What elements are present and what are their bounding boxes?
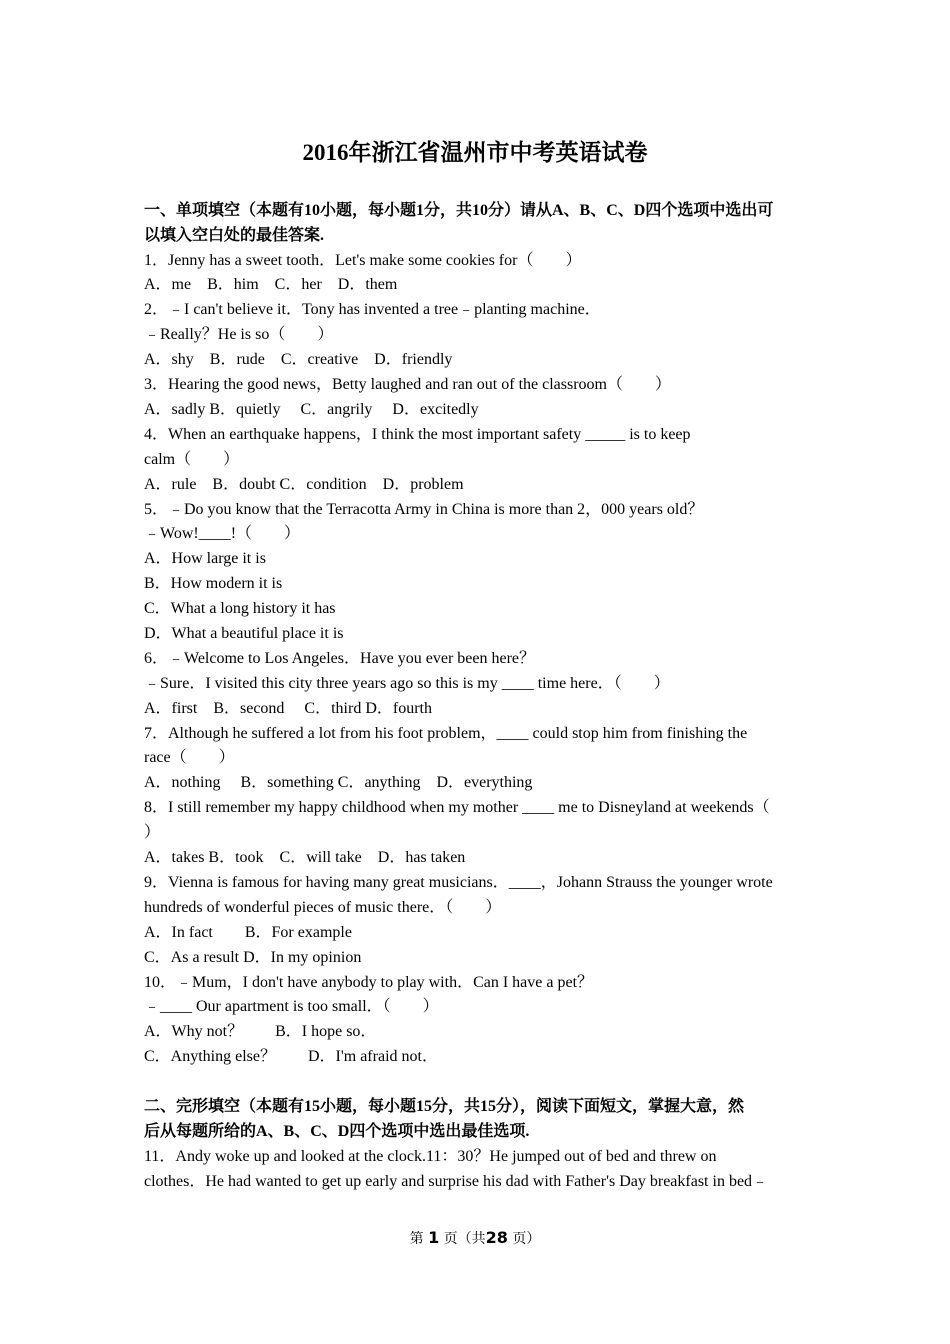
question-line: A．shy B．rude C．creative D．friendly — [144, 351, 453, 368]
question-line: 5．﹣Do you know that the Terracotta Army in China is more than 2，000 years old？ — [144, 501, 704, 518]
question-line: 3．Hearing the good news，Betty laughed and ran out of the classroom（ ） — [144, 376, 672, 393]
page-title: 2016年浙江省温州市中考英语试卷 — [302, 140, 648, 165]
question-line: ﹣____ Our apartment is too small．（ ） — [144, 998, 439, 1015]
question-line: 2．﹣I can't believe it．Tony has invented a tree﹣planting machine． — [144, 301, 601, 318]
question-line: A．rule B．doubt C．condition D．problem — [144, 476, 464, 493]
footer-middle: 页（共 — [443, 1231, 486, 1247]
question-line: hundreds of wonderful pieces of music there．（ ） — [144, 899, 502, 916]
page-total: 28 — [485, 1228, 508, 1247]
question-line: 10．﹣Mum，I don't have anybody to play with．Can I have a pet？ — [144, 974, 594, 991]
section1-heading-line1: 一、单项填空（本题有10小题，每小题1分，共10分）请从A、B、C、D四个选项中选出可 — [144, 202, 774, 219]
question-line: 7．Although he suffered a lot from his foot problem，____ could stop him from finishing the — [144, 725, 748, 742]
footer-prefix: 第 — [409, 1231, 424, 1247]
question-line: A．me B．him C．her D．them — [144, 276, 398, 293]
question-line: B．How modern it is — [144, 575, 283, 592]
question-line: race（ ） — [144, 749, 235, 766]
question-line: 6．﹣Welcome to Los Angeles．Have you ever been here？ — [144, 650, 536, 667]
question-line: A．In fact B．For example — [144, 924, 352, 941]
question-line: ） — [144, 824, 161, 841]
question-line: 4．When an earthquake happens，I think the most important safety _____ is to keep — [144, 426, 691, 443]
question-line: A．first B．second C．third D．fourth — [144, 700, 432, 717]
question-line: C．Anything else？ D．I'm afraid not． — [144, 1048, 438, 1065]
section1-heading-line2: 以填入空白处的最佳答案. — [144, 227, 325, 244]
page-number: 1 — [428, 1228, 440, 1247]
question-line: 9．Vienna is famous for having many great musicians．____，Johann Strauss the younger wrote — [144, 874, 773, 891]
passage-line: clothes．He had wanted to get up early and surprise his dad with Father's Day breakfast in bed﹣ — [144, 1173, 769, 1190]
question-line: 1．Jenny has a sweet tooth．Let's make some cookies for（ ） — [144, 252, 582, 269]
passage-line: 11．Andy woke up and looked at the clock.11：30？He jumped out of bed and threw on — [144, 1148, 717, 1165]
question-line: ﹣Wow!____!（ ） — [144, 525, 301, 542]
footer-suffix: 页） — [512, 1231, 541, 1247]
page-footer — [0, 1228, 950, 1248]
question-line: C．As a result D．In my opinion — [144, 949, 362, 966]
question-line: ﹣Sure．I visited this city three years ago so this is my ____ time here．（ ） — [144, 675, 670, 692]
question-line: A．Why not？ B．I hope so． — [144, 1023, 377, 1040]
question-line: ﹣Really？He is so（ ） — [144, 326, 334, 343]
section2-heading-line1: 二、完形填空（本题有15小题，每小题15分，共15分），阅读下面短文，掌握大意，然 — [144, 1098, 745, 1115]
question-line: A．sadly B．quietly C．angrily D．excitedly — [144, 401, 479, 418]
section2-heading-line2: 后从每题所给的A、B、C、D四个选项中选出最佳选项. — [144, 1123, 530, 1140]
question-line: D．What a beautiful place it is — [144, 625, 344, 642]
question-line: A．How large it is — [144, 550, 266, 567]
question-line: C．What a long history it has — [144, 600, 336, 617]
question-line: A．nothing B．something C．anything D．everything — [144, 774, 533, 791]
question-line: 8．I still remember my happy childhood when my mother ____ me to Disneyland at weekends（ — [144, 799, 770, 816]
question-line: A．takes B．took C．will take D．has taken — [144, 849, 466, 866]
question-line: calm（ ） — [144, 451, 240, 468]
